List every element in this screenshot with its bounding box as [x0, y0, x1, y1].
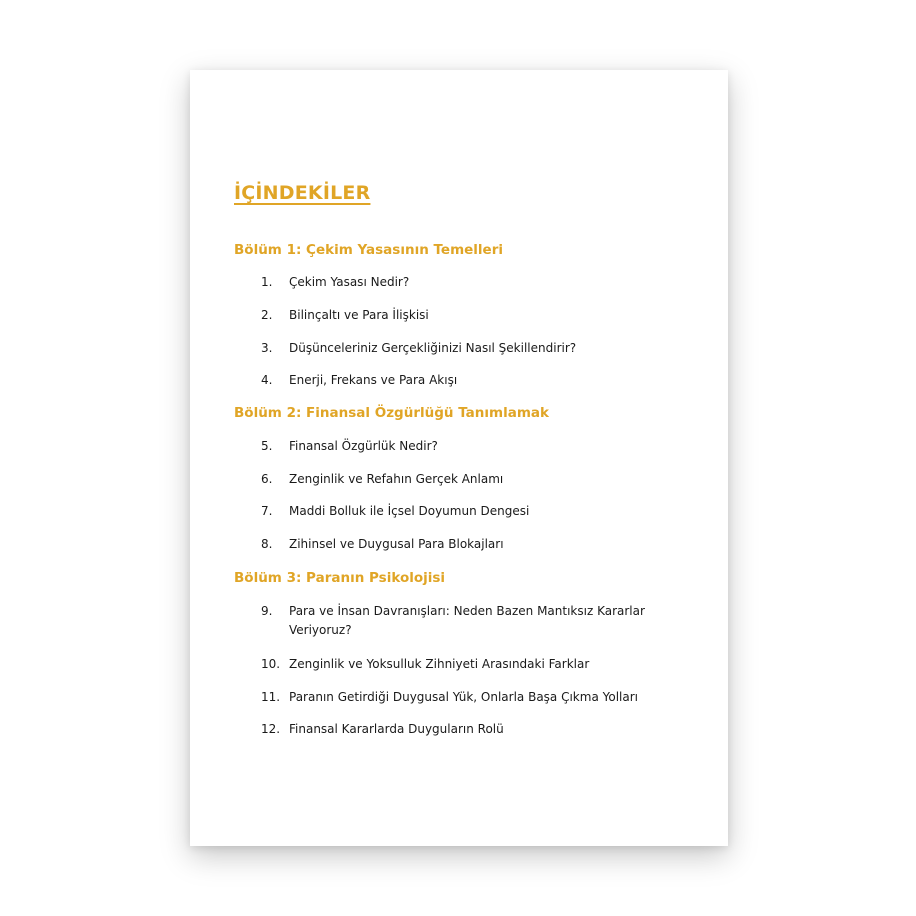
toc-item-10[interactable]: [261, 655, 671, 674]
toc-item-number: 7.: [261, 504, 273, 518]
section-heading-2: Bölüm 2: Finansal Özgürlüğü Tanımlamak: [234, 405, 549, 421]
toc-item-text: Bilinçaltı ve Para İlişkisi: [289, 308, 429, 322]
toc-item-text: Maddi Bolluk ile İçsel Doyumun Dengesi: [289, 504, 530, 518]
toc-item-text: Zihinsel ve Duygusal Para Blokajları: [289, 537, 504, 551]
toc-item-number: 6.: [261, 472, 273, 486]
toc-item-number: 2.: [261, 308, 273, 322]
toc-item-text: Para ve İnsan Davranışları: Neden Bazen Mantıksız Kararlar Veriyoruz?: [289, 604, 645, 637]
toc-item-3[interactable]: [261, 339, 671, 358]
toc-item-number: 3.: [261, 341, 273, 355]
toc-item-9[interactable]: [261, 602, 671, 640]
toc-item-text: Çekim Yasası Nedir?: [289, 275, 410, 289]
toc-item-11[interactable]: [261, 688, 671, 707]
toc-item-text: Düşünceleriniz Gerçekliğinizi Nasıl Şekillendirir?: [289, 341, 577, 355]
toc-item-text: Enerji, Frekans ve Para Akışı: [289, 373, 458, 387]
toc-item-4[interactable]: [261, 371, 671, 390]
toc-item-1[interactable]: [261, 273, 671, 292]
toc-item-7[interactable]: [261, 502, 671, 521]
document-page: [190, 70, 728, 846]
toc-item-number: 10.: [261, 657, 281, 671]
toc-item-text: Finansal Kararlarda Duyguların Rolü: [289, 722, 504, 736]
toc-item-6[interactable]: [261, 470, 671, 489]
toc-item-number: 4.: [261, 373, 273, 387]
toc-item-2[interactable]: [261, 306, 671, 325]
toc-item-number: 8.: [261, 537, 273, 551]
toc-item-text: Zenginlik ve Refahın Gerçek Anlamı: [289, 472, 504, 486]
section-heading-1: Bölüm 1: Çekim Yasasının Temelleri: [234, 242, 503, 258]
toc-item-number: 12.: [261, 722, 281, 736]
toc-item-text: Finansal Özgürlük Nedir?: [289, 439, 438, 453]
toc-item-number: 1.: [261, 275, 273, 289]
toc-item-number: 5.: [261, 439, 273, 453]
toc-item-text: Paranın Getirdiği Duygusal Yük, Onlarla Başa Çıkma Yolları: [289, 690, 638, 704]
toc-item-5[interactable]: [261, 437, 671, 456]
toc-item-8[interactable]: [261, 535, 671, 554]
toc-item-text: Zenginlik ve Yoksulluk Zihniyeti Arasındaki Farklar: [289, 657, 590, 671]
toc-title: İÇİNDEKİLER: [234, 182, 371, 204]
toc-item-number: 9.: [261, 604, 273, 618]
section-heading-3: Bölüm 3: Paranın Psikolojisi: [234, 570, 446, 586]
toc-item-number: 11.: [261, 690, 281, 704]
toc-item-12[interactable]: [261, 720, 671, 739]
